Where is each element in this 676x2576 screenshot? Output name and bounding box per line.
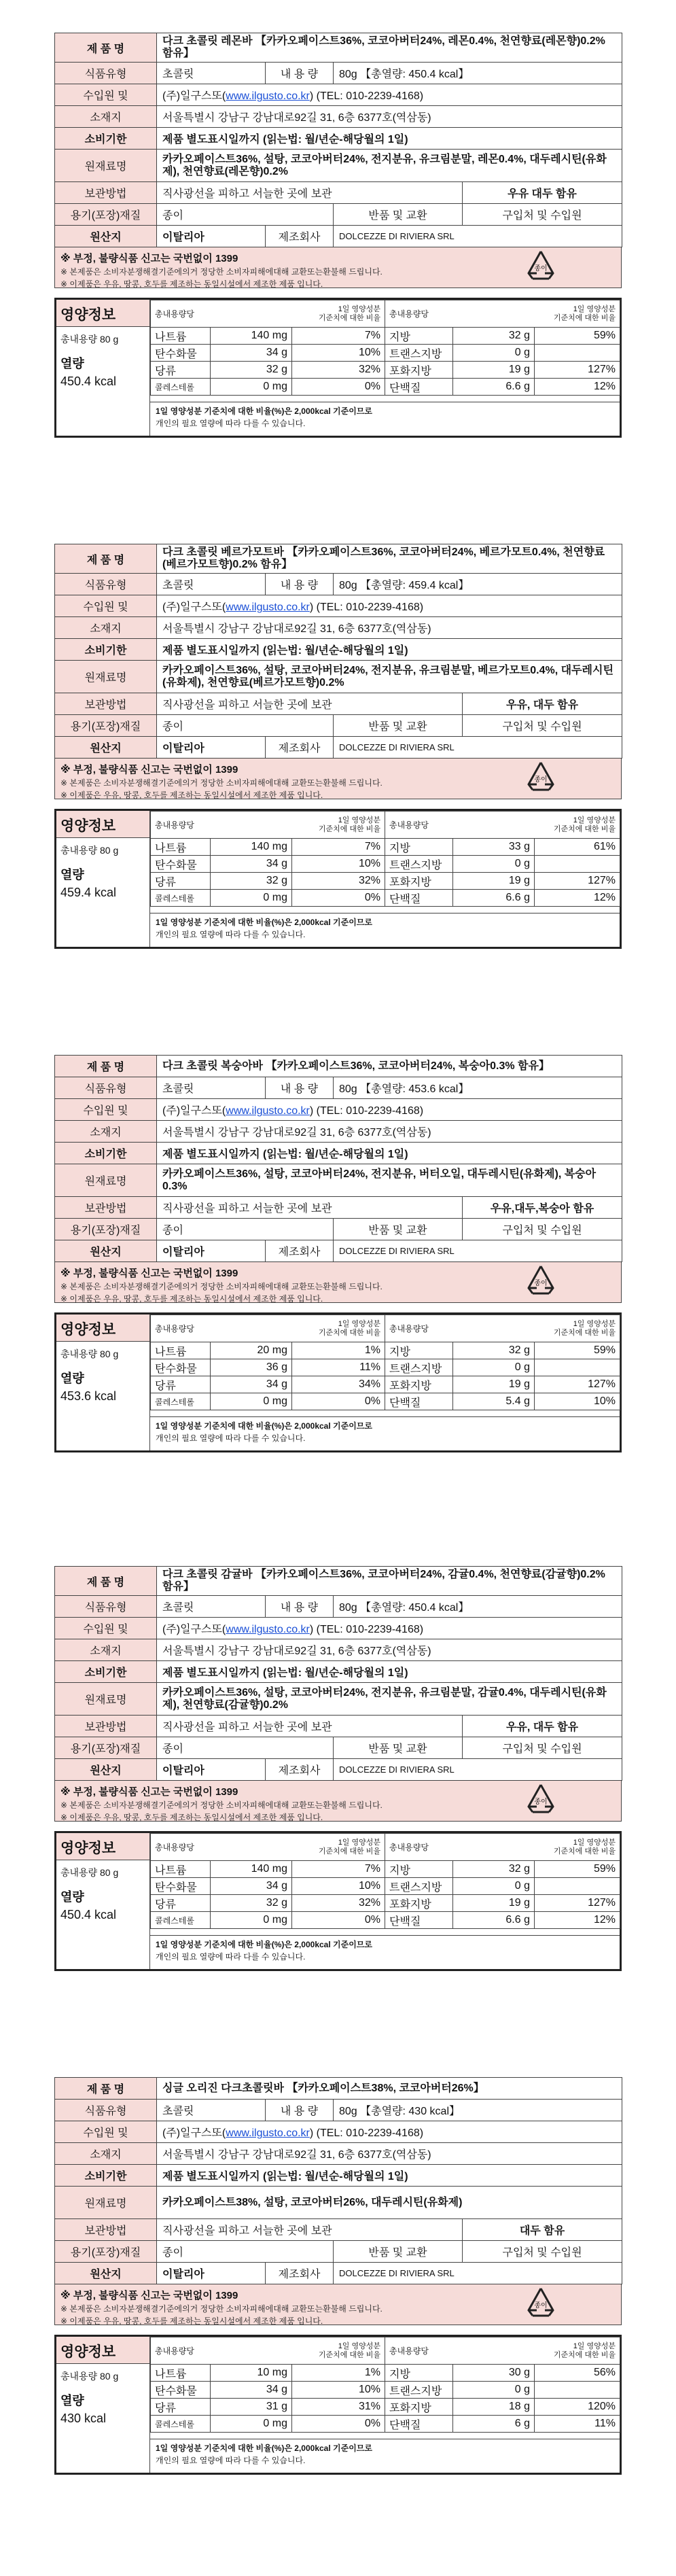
packaging-label: 용기(포장)재질 [55,1737,157,1759]
address-label: 소재지 [55,1121,157,1143]
packaging-value: 종이 [157,715,334,737]
refund-notice: ※ 본제품은 소비자분쟁해결기준에의거 정당한 소비자피해에대해 교환또는환불해 드립니다. [60,2304,383,2314]
notice-box [54,247,622,288]
return-label: 반품 및 교환 [334,1219,463,1240]
address-label: 소재지 [55,617,157,639]
food-type-label: 식품유형 [55,574,157,595]
address-value: 서울특별시 강남구 강남대로92길 31, 6층 6377호(역삼동) [157,106,622,128]
nutrition-header-right: 총내용량당 1일 영양성분 기준치에 대한 비율 [385,300,620,328]
ingredients-label: 원재료명 [55,1164,157,1197]
manufacturer-label: 제조회사 [266,226,334,247]
manufacturer-label: 제조회사 [266,1240,334,1262]
allergen-facility-notice: ※ 이제품은 우유, 땅콩, 호두를 제조하는 동일시설에서 제조한 제품 입니다. [60,2316,323,2326]
origin-label: 원산지 [55,1759,157,1781]
notice-box [54,759,622,799]
nutrition-facts [54,809,622,949]
kcal-value: 430 kcal [60,2412,107,2425]
nutrition-row: 당류 32 g 32% 포화지방 19 g 127% [151,873,620,890]
ingredients-label: 원재료명 [55,2187,157,2219]
daily-value-note: 1일 영양성분 기준치에 대한 비율(%)은 2,000kcal 기준이므로 개인의 필요 열량에 따라 다를 수 있습니다. [150,1935,620,1969]
capacity-value: 80g 【총열량: 453.6 kcal】 [334,1077,622,1099]
manufacturer-value: DOLCEZZE DI RIVIERA SRL [334,2263,622,2284]
daily-value-note: 1일 영양성분 기준치에 대한 비율(%)은 2,000kcal 기준이므로 개인의 필요 열량에 따라 다를 수 있습니다. [150,402,620,436]
expiry-value: 제품 별도표시일까지 (읽는법: 월/년순-해당월의 1일) [157,2165,622,2187]
nutrition-row: 탄수화물 34 g 10% 트랜스지방 0 g [151,1878,620,1895]
storage-label: 보관방법 [55,1716,157,1737]
expiry-label: 소비기한 [55,1143,157,1164]
nutrition-row: 콜레스테롤 0 mg 0% 단백질 6.6 g 12% [151,1912,620,1929]
product-info-table [54,544,622,759]
return-value: 구입처 및 수입원 [463,204,622,226]
importer-website-link[interactable]: www.ilgusto.co.kr [226,602,310,613]
nutrition-row: 콜레스테롤 0 mg 0% 단백질 6.6 g 12% [151,379,620,396]
product-info-table [54,1566,622,1781]
product-name-label: 제 품 명 [55,1567,157,1596]
return-label: 반품 및 교환 [334,2241,463,2263]
nutrition-row: 당류 32 g 32% 포화지방 19 g 127% [151,1895,620,1912]
allergen-facility-notice: ※ 이제품은 우유, 땅콩, 호두를 제조하는 동일시설에서 제조한 제품 입니다. [60,790,323,800]
ingredients-value: 카카오페이스트38%, 설탕, 코코아버터26%, 대두레시틴(유화제) [157,2187,622,2219]
total-weight: 총내용량 80 g [60,334,119,345]
nutrition-header-right: 총내용량당 1일 영양성분 기준치에 대한 비율 [385,1834,620,1861]
importer-value: (주)일구스또(www.ilgusto.co.kr) (TEL: 010-2239-4168) [157,1618,622,1639]
packaging-value: 종이 [157,204,334,226]
return-value: 구입처 및 수입원 [463,1737,622,1759]
expiry-value: 제품 별도표시일까지 (읽는법: 월/년순-해당월의 1일) [157,639,622,661]
packaging-value: 종이 [157,2241,334,2263]
nutrition-row: 나트륨 10 mg 1% 지방 30 g 56% [151,2365,620,2382]
kcal-label: 열량 [60,1372,84,1385]
kcal-value: 459.4 kcal [60,886,117,899]
total-weight: 총내용량 80 g [60,1867,119,1878]
svg-text:종이: 종이 [534,2302,548,2310]
refund-notice: ※ 본제품은 소비자분쟁해결기준에의거 정당한 소비자피해에대해 교환또는환불해 드립니다. [60,1800,383,1810]
notice-box [54,1262,622,1303]
expiry-value: 제품 별도표시일까지 (읽는법: 월/년순-해당월의 1일) [157,1143,622,1164]
product-name-value: 싱글 오리진 다크초콜릿바 【카카오페이스트38%, 코코아버터26%】 [157,2078,622,2100]
address-label: 소재지 [55,2143,157,2165]
nutrition-row: 콜레스테롤 0 mg 0% 단백질 6.6 g 12% [151,890,620,907]
nutrition-row: 콜레스테롤 0 mg 0% 단백질 5.4 g 10% [151,1393,620,1410]
importer-label: 수입원 및 [55,1099,157,1121]
nutrition-summary [56,1315,150,1450]
return-value: 구입처 및 수입원 [463,2241,622,2263]
product-name-value: 다크 초콜릿 베르가모트바 【카카오페이스트36%, 코코아버터24%, 베르가모트0.4%, 천연향료(베르가모트향)0.2% 함유】 [157,544,622,574]
nutrition-facts [54,298,622,438]
nutrition-summary [56,2337,150,2473]
packaging-label: 용기(포장)재질 [55,715,157,737]
nutrition-row: 당류 34 g 34% 포화지방 19 g 127% [151,1376,620,1393]
food-type-value: 초콜릿 [157,574,266,595]
nutrition-row: 나트륨 20 mg 1% 지방 32 g 59% [151,1342,620,1359]
product-info-table [54,1055,622,1262]
kcal-label: 열량 [60,868,84,882]
importer-label: 수입원 및 [55,84,157,106]
product-label-2 [54,1055,622,1452]
origin-label: 원산지 [55,737,157,759]
nutrition-facts [54,2335,622,2475]
nutrition-row: 탄수화물 36 g 11% 트랜스지방 0 g [151,1359,620,1376]
packaging-value: 종이 [157,1219,334,1240]
ingredients-label: 원재료명 [55,150,157,182]
nutrition-table [150,1315,620,1410]
svg-text:종이: 종이 [534,265,548,273]
nutrition-row: 나트륨 140 mg 7% 지방 32 g 59% [151,1861,620,1878]
food-type-label: 식품유형 [55,63,157,84]
origin-value: 이탈리아 [157,2263,266,2284]
report-hotline: ※ 부정, 불량식품 신고는 국번없이 1399 [60,1268,238,1279]
ingredients-value: 카카오페이스트36%, 설탕, 코코아버터24%, 전지분유, 유크림분말, 감귤0.4%, 대두레시틴(유화제), 천연향료(감귤향)0.2% [157,1683,622,1716]
capacity-value: 80g 【총열량: 450.4 kcal】 [334,1596,622,1618]
manufacturer-label: 제조회사 [266,2263,334,2284]
storage-value: 직사광선을 피하고 서늘한 곳에 보관 [157,1716,463,1737]
nutrition-title: 영양정보 [56,1315,149,1342]
manufacturer-label: 제조회사 [266,737,334,759]
importer-website-link[interactable]: www.ilgusto.co.kr [226,90,310,102]
food-type-value: 초콜릿 [157,1077,266,1099]
ingredients-label: 원재료명 [55,1683,157,1716]
origin-value: 이탈리아 [157,1240,266,1262]
product-label-4 [54,2077,622,2475]
allergy-info: 우유,대두,복숭아 함유 [463,1197,622,1219]
nutrition-table [150,2337,620,2433]
product-name-label: 제 품 명 [55,1056,157,1077]
nutrition-title: 영양정보 [56,300,149,327]
nutrition-table [150,811,620,907]
origin-label: 원산지 [55,226,157,247]
product-label-3 [54,1566,622,1971]
expiry-label: 소비기한 [55,639,157,661]
kcal-label: 열량 [60,2394,84,2407]
kcal-label: 열량 [60,357,84,370]
storage-value: 직사광선을 피하고 서늘한 곳에 보관 [157,1197,463,1219]
product-label-1 [54,544,622,949]
nutrition-header-right: 총내용량당 1일 영양성분 기준치에 대한 비율 [385,812,620,839]
kcal-value: 450.4 kcal [60,1908,117,1921]
storage-label: 보관방법 [55,2219,157,2241]
importer-value: (주)일구스또(www.ilgusto.co.kr) (TEL: 010-2239-4168) [157,2121,622,2143]
ingredients-value: 카카오페이스트36%, 설탕, 코코아버터24%, 전지분유, 유크림분말, 레몬0.4%, 대두레시틴(유화제), 천연향료(레몬향)0.2% [157,150,622,182]
manufacturer-label: 제조회사 [266,1759,334,1781]
nutrition-row: 탄수화물 34 g 10% 트랜스지방 0 g [151,345,620,362]
svg-text:종이: 종이 [534,776,548,784]
recycle-paper-icon [522,1264,560,1302]
allergy-info: 대두 함유 [463,2219,622,2241]
food-type-value: 초콜릿 [157,2100,266,2121]
packaging-label: 용기(포장)재질 [55,204,157,226]
expiry-value: 제품 별도표시일까지 (읽는법: 월/년순-해당월의 1일) [157,128,622,150]
ingredients-value: 카카오페이스트36%, 설탕, 코코아버터24%, 전지분유, 버터오일, 대두레시틴(유화제), 복숭아0.3% [157,1164,622,1197]
return-label: 반품 및 교환 [334,204,463,226]
capacity-value: 80g 【총열량: 459.4 kcal】 [334,574,622,595]
nutrition-title: 영양정보 [56,1833,149,1860]
importer-label: 수입원 및 [55,1618,157,1639]
report-hotline: ※ 부정, 불량식품 신고는 국번없이 1399 [60,253,238,264]
product-name-label: 제 품 명 [55,2078,157,2100]
nutrition-header-left: 총내용량당 1일 영양성분 기준치에 대한 비율 [151,2337,385,2365]
manufacturer-value: DOLCEZZE DI RIVIERA SRL [334,1759,622,1781]
nutrition-row: 당류 32 g 32% 포화지방 19 g 127% [151,362,620,379]
importer-website-link[interactable]: www.ilgusto.co.kr [226,1105,310,1117]
product-name-value: 다크 초콜릿 레몬바 【카카오페이스트36%, 코코아버터24%, 레몬0.4%, 천연향료(레몬향)0.2% 함유】 [157,33,622,63]
allergy-info: 우유, 대두 함유 [463,693,622,715]
nutrition-summary [56,811,150,947]
return-label: 반품 및 교환 [334,1737,463,1759]
food-type-label: 식품유형 [55,1596,157,1618]
nutrition-row: 탄수화물 34 g 10% 트랜스지방 0 g [151,856,620,873]
nutrition-summary [56,300,150,436]
allergy-info: 우유, 대두 함유 [463,1716,622,1737]
importer-value: (주)일구스또(www.ilgusto.co.kr) (TEL: 010-2239-4168) [157,84,622,106]
nutrition-row: 나트륨 140 mg 7% 지방 33 g 61% [151,839,620,856]
importer-value: (주)일구스또(www.ilgusto.co.kr) (TEL: 010-2239-4168) [157,1099,622,1121]
origin-label: 원산지 [55,1240,157,1262]
nutrition-row: 나트륨 140 mg 7% 지방 32 g 59% [151,328,620,345]
expiry-label: 소비기한 [55,128,157,150]
nutrition-table [150,300,620,396]
nutrition-row: 당류 31 g 31% 포화지방 18 g 120% [151,2399,620,2416]
address-label: 소재지 [55,106,157,128]
nutrition-facts [54,1831,622,1971]
manufacturer-value: DOLCEZZE DI RIVIERA SRL [334,226,622,247]
product-info-table [54,2077,622,2284]
kcal-value: 450.4 kcal [60,375,117,388]
svg-text:종이: 종이 [534,1280,548,1287]
product-name-label: 제 품 명 [55,544,157,574]
daily-value-note: 1일 영양성분 기준치에 대한 비율(%)은 2,000kcal 기준이므로 개인의 필요 열량에 따라 다를 수 있습니다. [150,913,620,947]
nutrition-summary [56,1833,150,1969]
capacity-value: 80g 【총열량: 430 kcal】 [334,2100,622,2121]
nutrition-header-left: 총내용량당 1일 영양성분 기준치에 대한 비율 [151,812,385,839]
importer-value: (주)일구스또(www.ilgusto.co.kr) (TEL: 010-2239-4168) [157,595,622,617]
origin-value: 이탈리아 [157,1759,266,1781]
nutrition-facts [54,1312,622,1452]
refund-notice: ※ 본제품은 소비자분쟁해결기준에의거 정당한 소비자피해에대해 교환또는환불해 드립니다. [60,778,383,788]
importer-label: 수입원 및 [55,2121,157,2143]
svg-text:종이: 종이 [534,1798,548,1806]
daily-value-note: 1일 영양성분 기준치에 대한 비율(%)은 2,000kcal 기준이므로 개인의 필요 열량에 따라 다를 수 있습니다. [150,1416,620,1450]
kcal-value: 453.6 kcal [60,1389,117,1403]
storage-label: 보관방법 [55,1197,157,1219]
address-value: 서울특별시 강남구 강남대로92길 31, 6층 6377호(역삼동) [157,617,622,639]
food-type-label: 식품유형 [55,1077,157,1099]
capacity-value: 80g 【총열량: 450.4 kcal】 [334,63,622,84]
origin-label: 원산지 [55,2263,157,2284]
storage-value: 직사광선을 피하고 서늘한 곳에 보관 [157,2219,463,2241]
manufacturer-value: DOLCEZZE DI RIVIERA SRL [334,1240,622,1262]
capacity-label: 내 용 량 [266,574,334,595]
nutrition-header-right: 총내용량당 1일 영양성분 기준치에 대한 비율 [385,2337,620,2365]
packaging-value: 종이 [157,1737,334,1759]
recycle-paper-icon [522,249,560,287]
storage-label: 보관방법 [55,182,157,204]
importer-label: 수입원 및 [55,595,157,617]
storage-value: 직사광선을 피하고 서늘한 곳에 보관 [157,182,463,204]
recycle-paper-icon [522,760,560,798]
nutrition-title: 영양정보 [56,811,149,838]
refund-notice: ※ 본제품은 소비자분쟁해결기준에의거 정당한 소비자피해에대해 교환또는환불해 드립니다. [60,1282,383,1291]
total-weight: 총내용량 80 g [60,845,119,856]
product-name-value: 다크 초콜릿 복숭아바 【카카오페이스트36%, 코코아버터24%, 복숭아0.3% 함유】 [157,1056,622,1077]
allergy-info: 우유 대두 함유 [463,182,622,204]
allergen-facility-notice: ※ 이제품은 우유, 땅콩, 호두를 제조하는 동일시설에서 제조한 제품 입니다. [60,279,323,289]
expiry-label: 소비기한 [55,1661,157,1683]
expiry-label: 소비기한 [55,2165,157,2187]
origin-value: 이탈리아 [157,737,266,759]
product-name-label: 제 품 명 [55,33,157,63]
recycle-paper-icon [522,2286,560,2324]
total-weight: 총내용량 80 g [60,1348,119,1359]
ingredients-value: 카카오페이스트36%, 설탕, 코코아버터24%, 전지분유, 유크림분말, 베르가모트0.4%, 대두레시틴(유화제), 천연향료(베르가모트향)0.2% [157,661,622,693]
capacity-label: 내 용 량 [266,63,334,84]
daily-value-note: 1일 영양성분 기준치에 대한 비율(%)은 2,000kcal 기준이므로 개인의 필요 열량에 따라 다를 수 있습니다. [150,2439,620,2473]
nutrition-header-right: 총내용량당 1일 영양성분 기준치에 대한 비율 [385,1315,620,1342]
capacity-label: 내 용 량 [266,2100,334,2121]
origin-value: 이탈리아 [157,226,266,247]
product-info-table [54,33,622,247]
food-type-label: 식품유형 [55,2100,157,2121]
capacity-label: 내 용 량 [266,1077,334,1099]
nutrition-row: 콜레스테롤 0 mg 0% 단백질 6 g 11% [151,2416,620,2433]
recycle-paper-icon [522,1782,560,1820]
food-type-value: 초콜릿 [157,63,266,84]
product-name-value: 다크 초콜릿 감귤바 【카카오페이스트36%, 코코아버터24%, 감귤0.4%, 천연향료(감귤향)0.2% 함유】 [157,1567,622,1596]
expiry-value: 제품 별도표시일까지 (읽는법: 월/년순-해당월의 1일) [157,1661,622,1683]
packaging-label: 용기(포장)재질 [55,2241,157,2263]
packaging-label: 용기(포장)재질 [55,1219,157,1240]
capacity-label: 내 용 량 [266,1596,334,1618]
return-value: 구입처 및 수입원 [463,1219,622,1240]
address-value: 서울특별시 강남구 강남대로92길 31, 6층 6377호(역삼동) [157,2143,622,2165]
refund-notice: ※ 본제품은 소비자분쟁해결기준에의거 정당한 소비자피해에대해 교환또는환불해 드립니다. [60,267,383,277]
address-value: 서울특별시 강남구 강남대로92길 31, 6층 6377호(역삼동) [157,1121,622,1143]
address-label: 소재지 [55,1639,157,1661]
return-value: 구입처 및 수입원 [463,715,622,737]
importer-website-link[interactable]: www.ilgusto.co.kr [226,1624,310,1635]
ingredients-label: 원재료명 [55,661,157,693]
notice-box [54,2284,622,2325]
storage-value: 직사광선을 피하고 서늘한 곳에 보관 [157,693,463,715]
nutrition-row: 탄수화물 34 g 10% 트랜스지방 0 g [151,2382,620,2399]
allergen-facility-notice: ※ 이제품은 우유, 땅콩, 호두를 제조하는 동일시설에서 제조한 제품 입니다. [60,1294,323,1304]
report-hotline: ※ 부정, 불량식품 신고는 국번없이 1399 [60,2290,238,2301]
storage-label: 보관방법 [55,693,157,715]
total-weight: 총내용량 80 g [60,2371,119,2382]
nutrition-header-left: 총내용량당 1일 영양성분 기준치에 대한 비율 [151,300,385,328]
report-hotline: ※ 부정, 불량식품 신고는 국번없이 1399 [60,764,238,776]
food-type-value: 초콜릿 [157,1596,266,1618]
manufacturer-value: DOLCEZZE DI RIVIERA SRL [334,737,622,759]
nutrition-title: 영양정보 [56,2337,149,2364]
kcal-label: 열량 [60,1890,84,1904]
notice-box [54,1781,622,1822]
address-value: 서울특별시 강남구 강남대로92길 31, 6층 6377호(역삼동) [157,1639,622,1661]
return-label: 반품 및 교환 [334,715,463,737]
allergen-facility-notice: ※ 이제품은 우유, 땅콩, 호두를 제조하는 동일시설에서 제조한 제품 입니다. [60,1813,323,1822]
nutrition-header-left: 총내용량당 1일 영양성분 기준치에 대한 비율 [151,1834,385,1861]
report-hotline: ※ 부정, 불량식품 신고는 국번없이 1399 [60,1786,238,1798]
product-label-0 [54,33,622,438]
nutrition-table [150,1833,620,1929]
importer-website-link[interactable]: www.ilgusto.co.kr [226,2127,310,2139]
nutrition-header-left: 총내용량당 1일 영양성분 기준치에 대한 비율 [151,1315,385,1342]
